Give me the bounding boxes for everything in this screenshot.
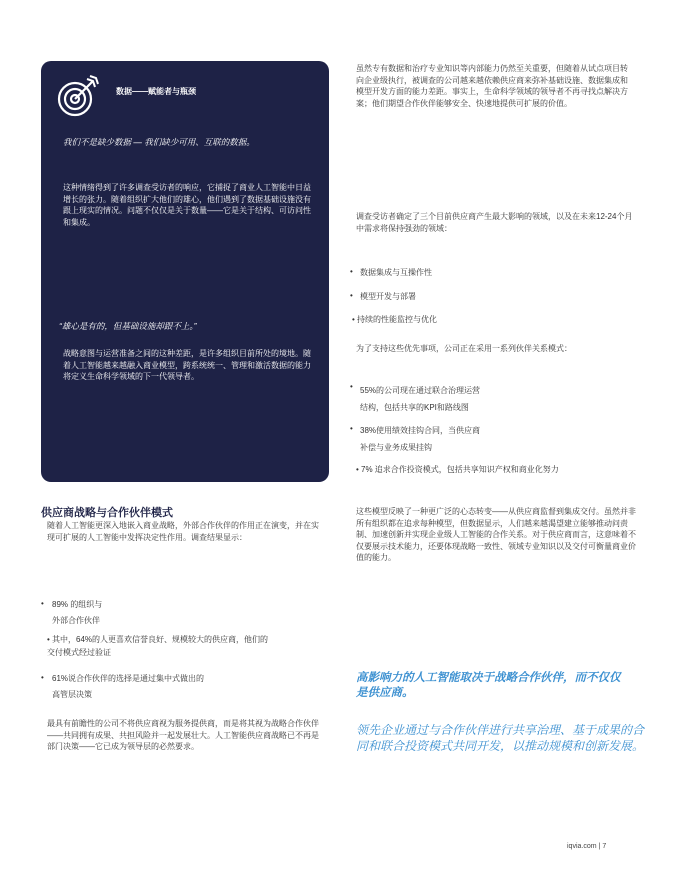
- panel-title: 数据——赋能者与瓶颈: [116, 87, 196, 96]
- closing-paragraph: 最具有前瞻性的公司不将供应商视为服务提供商，而是将其视为战略合作伙伴——共同拥有成果、共担风险并一起发展壮大。人工智能供应商战略已不再是部门决策——它已成为领导层的必然要求。: [47, 719, 319, 751]
- impact-area-3: • 持续的性能监控与优化: [352, 315, 438, 324]
- page-number: 7: [602, 843, 607, 850]
- panel-quote-1: 我们不是缺少数据 — 我们缺少可用、互联的数据。: [63, 137, 255, 147]
- section-heading: 供应商战略与合作伙伴模式: [41, 507, 173, 519]
- right-paragraph-3: 为了支持这些优先事项，公司正在采用一系列伙伴关系模式：: [356, 344, 572, 353]
- bullet-marker: •: [41, 673, 44, 682]
- target-arrow-icon: [53, 71, 103, 121]
- bullet-marker: •: [350, 382, 353, 391]
- data-callout-panel: [41, 61, 329, 482]
- stat-bullet-1-line-1: 89% 的组织与: [52, 600, 103, 609]
- bullet-marker: •: [41, 599, 44, 608]
- bullet-marker: •: [350, 267, 353, 276]
- section-intro: 随着人工智能更深入地嵌入商业战略，外部合作伙伴的作用正在演变，并在实现可扩展的人工智能中发挥决定性作用。调查结果显示：: [47, 521, 319, 542]
- right-paragraph-4: 这些模型反映了一种更广泛的心态转变——从供应商监督到集成交付。虽然并非所有组织都在追求每种模型，但数据显示，人们越来越渴望建立能够推动问责制、加速创新并实现企业级人工智能的合作关系。对于供应商而言，这意味着不仅要展示技术能力，还要体现战略一致性、领域专业知识以及交付可衡量商业价值的能力。: [356, 507, 636, 562]
- right-paragraph-1: 虽然专有数据和治疗专业知识等内部能力仍然至关重要，但随着从试点项目转向企业级执行，被调查的公司越来越依赖供应商来弥补基础设施、数据集成和模型开发方面的能力差距。事实上，生命科学领域的领导者不再寻找点解决方案；他们期望合作伙伴能够安全、快速地提供可扩展的价值。: [356, 64, 628, 108]
- right-paragraph-2: 调查受访者确定了三个目前供应商产生最大影响的领域，以及在未来12-24个月中需求将保持强劲的领域：: [356, 212, 633, 233]
- model-1-line-1: 55%的公司现在通过联合治理运营: [360, 386, 481, 395]
- model-1-line-2: 结构，包括共享的KPI和路线图: [360, 403, 469, 412]
- bullet-marker: •: [350, 291, 353, 300]
- stat-bullet-3-line-2: 高管层决策: [52, 690, 92, 699]
- stat-bullet-3-line-1: 61%说合作伙伴的选择是通过集中式做出的: [52, 674, 205, 683]
- model-2-line-1: 38%使用绩效挂钩合同，当供应商: [360, 426, 481, 435]
- impact-area-1: 数据集成与互操作性: [360, 268, 432, 277]
- panel-paragraph-1: 这种情绪得到了许多调查受访者的响应，它捕捉了商业人工智能中日益增长的张力。随着组织扩大他们的雄心，他们遇到了数据基础设施没有跟上现实的情况。问题不仅仅是关于数量——它是关于结构、可访问性和集成。: [63, 183, 311, 227]
- stat-bullet-1-line-2: 外部合作伙伴: [52, 616, 100, 625]
- panel-quote-2: “雄心是有的，但基础设施却跟不上。”: [59, 321, 197, 331]
- bullet-marker: •: [350, 424, 353, 433]
- page-footer: [567, 843, 606, 850]
- model-3: • 7% 追求合作投资模式，包括共享知识产权和商业化努力: [356, 465, 559, 474]
- highlight-quote-1: 高影响力的人工智能取决于战略合作伙伴，而不仅仅是供应商。: [356, 672, 621, 699]
- footer-separator: |: [598, 843, 601, 850]
- footer-site-link[interactable]: iqvia.com: [567, 843, 597, 850]
- highlight-quote-2: 领先企业通过与合作伙伴进行共享治理、基于成果的合同和联合投资模式共同开发，以推动规模和创新发展。: [356, 723, 645, 753]
- panel-paragraph-2: 战略意图与运营准备之间的这种差距，是许多组织目前所处的境地。随着人工智能越来越融入商业模型，跨系统统一、管理和激活数据的能力将定义生命科学领域的下一代领导者。: [63, 349, 311, 381]
- impact-area-2: 模型开发与部署: [360, 292, 416, 301]
- stat-bullet-2-line-2: 交付模式经过验证: [47, 648, 111, 657]
- model-2-line-2: 补偿与业务成果挂钩: [360, 443, 432, 452]
- stat-bullet-2-line-1: • 其中，64%的人更喜欢信誉良好、规模较大的供应商，他们的: [47, 635, 269, 644]
